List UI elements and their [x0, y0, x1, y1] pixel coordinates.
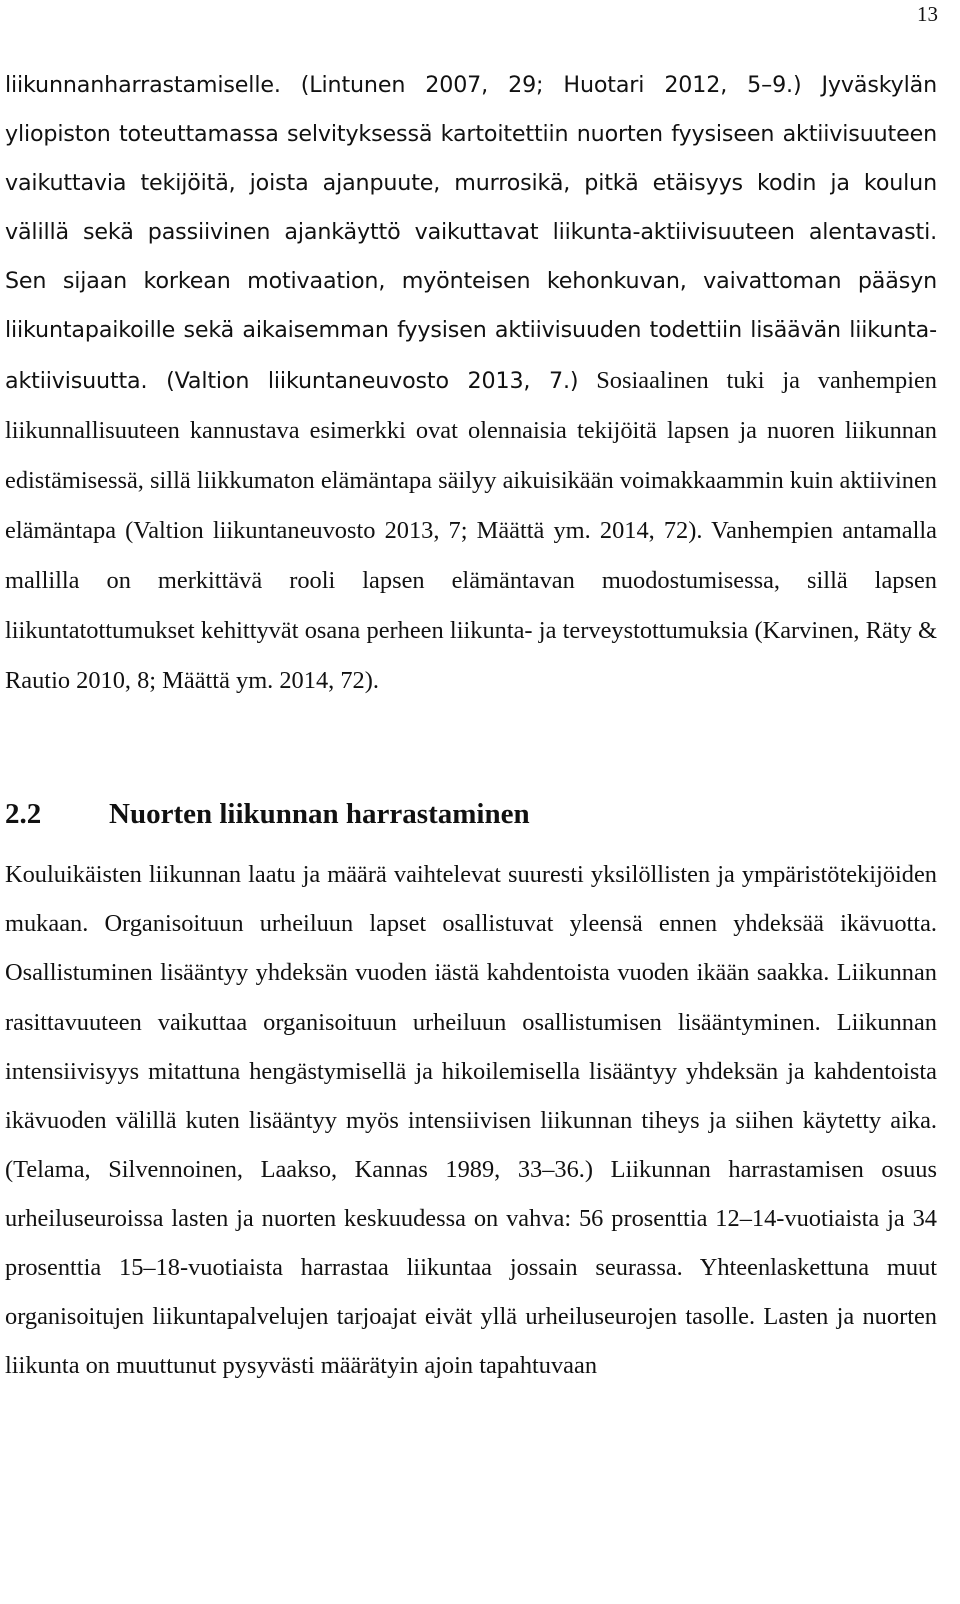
section-heading	[5, 790, 937, 838]
body-text-segment: liikunnanharrastamiselle. (Lintunen 2007, 29; Huotari 2012, 5–9.) Jyväskylän yliopiston toteuttamassa selvityksessä kartoitettiin nuorten fyysiseen aktiivisuuteen vaikuttavia tekijöitä, joista ajanpuute, murrosikä, pitkä etäisyys kodin ja koulun välillä sekä passiivinen ajankäyttö vaikuttavat liikunta-aktiivisuuteen alentavasti. Sen sijaan korkean motivaation, myönteisen kehonkuvan, vaivattoman pääsyn liikuntapaikoille sekä aikaisemman fyysisen aktiivisuuden todettiin lisäävän liikunta-aktiivisuutta. (Valtion liikuntaneuvosto 2013, 7.)	[5, 72, 937, 394]
page-body	[5, 61, 937, 1390]
section-title: Nuorten liikunnan harrastaminen	[109, 797, 530, 830]
body-paragraph: Kouluikäisten liikunnan laatu ja määrä vaihtelevat suuresti yksilöllisten ja ympäristötekijöiden mukaan. Organisoituun urheiluun lapset osallistuvat yleensä ennen yhdeksää ikävuotta. Osallistuminen lisääntyy yhdeksän vuoden iästä kahdentoista vuoden ikään saakka. Liikunnan rasittavuuteen vaikuttaa organisoituun urheiluun osallistumisen lisääntyminen. Liikunnan intensiivisyys mitattuna hengästymisellä ja hikoilemisella lisääntyy yhdeksän ja kahdentoista ikävuoden välillä kuten lisääntyy myös intensiivisen liikunnan tiheys ja siihen käytetty aika. (Telama, Silvennoinen, Laakso, Kannas 1989, 33–36.) Liikunnan harrastamisen osuus urheiluseuroissa lasten ja nuorten keskuudessa on vahva: 56 prosenttia 12–14-vuotiaista ja 34 prosenttia 15–18-vuotiaista harrastaa liikuntaa jossain seurassa. Yhteenlaskettuna muut organisoitujen liikuntapalvelujen tarjoajat eivät yllä urheiluseurojen tasolle. Lasten ja nuorten liikunta on muuttunut pysyvästi määrätyin ajoin tapahtuvaan	[5, 861, 937, 1380]
body-paragraph	[5, 61, 937, 706]
body-text-segment: Sosiaalinen tuki ja vanhempien liikunnallisuuteen kannustava esimerkki ovat olennaisia tekijöitä lapsen ja nuoren liikunnan edistämisessä, sillä liikkumaton elämäntapa säilyy aikuisikään voimakkaammin kuin aktiivinen elämäntapa (Valtion liikuntaneuvosto 2013, 7; Määttä ym. 2014, 72). Vanhempien antamalla mallilla on merkittävä rooli lapsen elämäntavan muodostumisessa, sillä lapsen liikuntatottumukset kehittyvät osana perheen liikunta- ja terveystottumuksia (Karvinen, Räty & Rautio 2010, 8; Määttä ym. 2014, 72).	[5, 366, 938, 695]
section-number: 2.2	[5, 797, 42, 830]
page-number: 13	[917, 2, 938, 26]
